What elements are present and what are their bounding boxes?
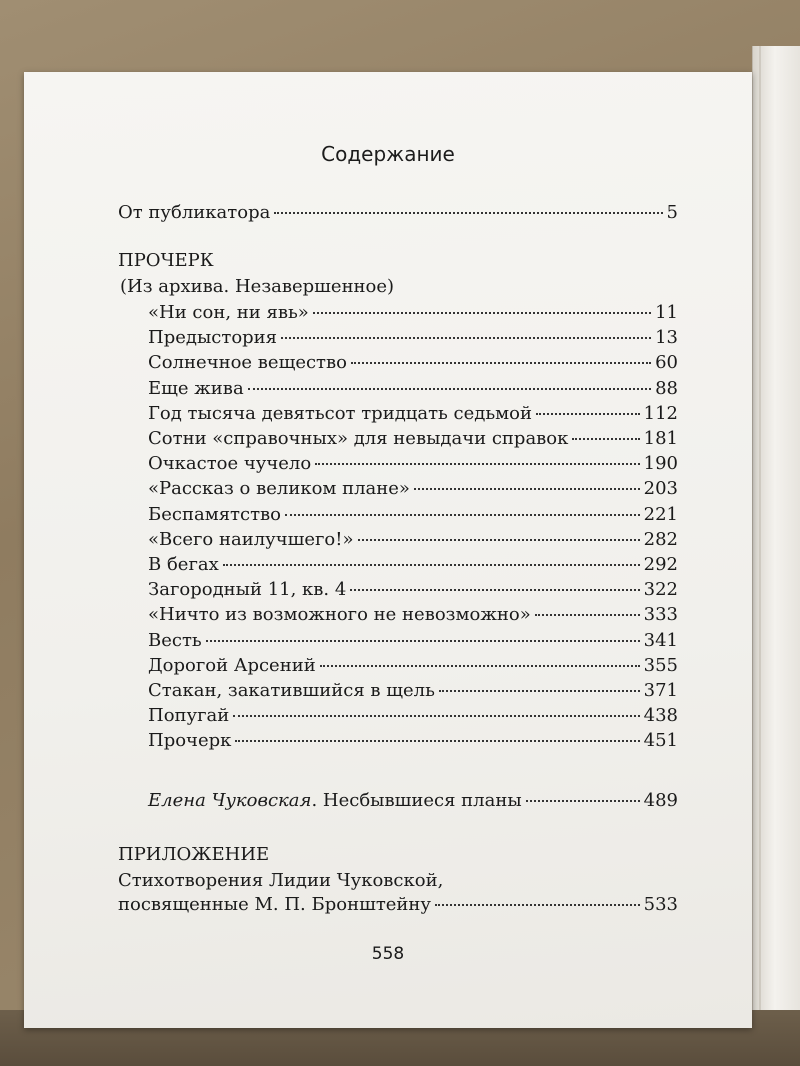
toc-entry: [148, 478, 678, 500]
toc-page-number: 221: [643, 503, 678, 525]
toc-entry: [148, 504, 678, 526]
essay-author: Елена Чуковская: [148, 790, 312, 811]
toc-page-number: 489: [643, 790, 678, 811]
toc-label: «Всего наилучшего!»: [148, 528, 354, 550]
toc-page-number: 60: [655, 352, 678, 374]
toc-label: Предыстория: [148, 327, 278, 349]
toc-leader: [248, 388, 651, 390]
toc-leader: [535, 614, 640, 616]
toc-entry: [148, 529, 678, 551]
toc-leader: [313, 312, 651, 314]
toc-entry: [148, 705, 678, 727]
toc-label: «Ни сон, ни явь»: [148, 302, 309, 323]
toc-label: Еще жива: [148, 377, 244, 399]
essay-title: . Несбывшиеся планы: [311, 790, 522, 811]
toc-label: Попугай: [148, 705, 230, 727]
toc-entry: [148, 352, 678, 374]
toc-page-number: 282: [643, 528, 678, 550]
toc-entry: [148, 428, 678, 450]
toc-label: Очкастое чучело: [148, 453, 312, 475]
toc-label: [148, 790, 522, 812]
toc-leader: [315, 463, 639, 465]
toc-page-number: 333: [643, 604, 678, 626]
page-number: 558: [371, 944, 405, 964]
toc-label: Солнечное вещество: [148, 352, 347, 374]
toc-entry: [148, 604, 678, 626]
toc-leader: [439, 690, 640, 692]
toc-leader: [320, 665, 640, 667]
toc-label: Загородный 11, кв. 4: [148, 579, 347, 601]
toc-entry: [148, 680, 678, 702]
toc-label: Прочерк: [148, 730, 232, 752]
toc-page-number: 5: [666, 202, 678, 223]
toc-page-number: 355: [643, 654, 678, 676]
toc-entry: [148, 327, 678, 349]
toc-page-number: 203: [643, 478, 678, 500]
toc-entry-essay: [148, 790, 678, 812]
toc-label: Стакан, закатившийся в щель: [148, 680, 435, 701]
toc-leader: [358, 539, 640, 541]
toc-leader: [414, 488, 640, 490]
toc-label: «Рассказ о великом плане»: [148, 478, 410, 500]
toc-entry: [148, 630, 678, 652]
appendix-heading: ПРИЛОЖЕНИЕ: [118, 844, 270, 865]
toc-page-number: 371: [643, 680, 678, 701]
toc-label: Беспамятство: [148, 503, 282, 525]
toc-leader: [572, 438, 639, 440]
toc-leader: [233, 715, 639, 717]
toc-leader: [536, 413, 640, 415]
toc-label: «Ничто из возможного не невозможно»: [148, 604, 531, 626]
toc-entry: [148, 554, 678, 576]
toc-label: Сотни «справочных» для невыдачи справок: [148, 428, 569, 449]
toc-entry: [148, 730, 678, 752]
toc-page-number: 190: [643, 453, 678, 475]
toc-page-number: 112: [643, 402, 678, 424]
toc-leader: [206, 640, 640, 642]
toc-entry-intro: [118, 202, 678, 224]
page-title: Содержание: [321, 142, 455, 166]
toc-label: От публикатора: [118, 202, 271, 223]
toc-page-number: 13: [655, 327, 678, 349]
toc-entry: [148, 403, 678, 425]
appendix-line: Стихотворения Лидии Чуковской,: [118, 870, 444, 891]
toc-entry: [148, 378, 678, 400]
book-page: [24, 72, 752, 1028]
toc-label: Весть: [148, 629, 202, 651]
toc-label: В бегах: [148, 554, 219, 575]
toc-page-number: 533: [643, 894, 678, 915]
toc-leader: [281, 337, 651, 339]
toc-page-number: 451: [643, 730, 678, 752]
toc-entry: [148, 453, 678, 475]
toc-page-number: 292: [643, 554, 678, 575]
toc-page-number: 88: [655, 377, 678, 399]
section-subheading: (Из архива. Незавершенное): [120, 276, 395, 297]
toc-entry-appendix: [118, 894, 678, 916]
toc-page-number: 11: [655, 302, 678, 323]
toc-leader: [223, 564, 640, 566]
toc-entry: [148, 302, 678, 324]
toc-label: Год тысяча девятьсот тридцать седьмой: [148, 402, 533, 424]
toc-label: Дорогой Арсений: [148, 654, 316, 676]
toc-page-number: 322: [643, 579, 678, 601]
toc-leader: [350, 589, 639, 591]
toc-leader: [435, 904, 640, 906]
toc-leader: [274, 212, 662, 214]
toc-entry: [148, 655, 678, 677]
toc-label: посвященные М. П. Бронштейну: [118, 894, 432, 915]
section-heading: ПРОЧЕРК: [118, 250, 214, 271]
toc-leader: [526, 800, 640, 802]
toc-leader: [285, 514, 640, 516]
toc-entry: [148, 579, 678, 601]
toc-leader: [351, 362, 651, 364]
toc-leader: [235, 740, 639, 742]
toc-page-number: 181: [643, 428, 678, 449]
toc-page-number: 341: [643, 629, 678, 651]
adjacent-pages-edge: [752, 46, 800, 1036]
toc-page-number: 438: [643, 705, 678, 727]
